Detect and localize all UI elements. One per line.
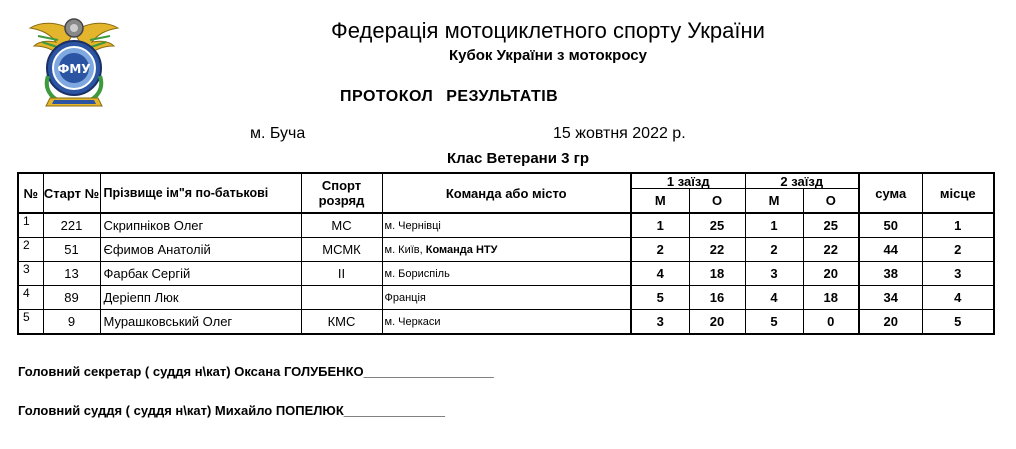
svg-text:ФМУ: ФМУ [57, 62, 91, 76]
race2-points: 18 [803, 286, 859, 310]
col-name-header: Прізвище ім"я по-батькові [100, 173, 301, 213]
rider-name: Єфимов Анатолій [100, 238, 301, 262]
team-city [382, 262, 631, 286]
table-row [18, 238, 994, 262]
protocol-title: ПРОТОКОЛ РЕЗУЛЬТАТІВ [340, 88, 559, 105]
total-points: 20 [859, 310, 922, 335]
team-city [382, 310, 631, 335]
class-title: Клас Ветерани 3 гр [446, 150, 590, 167]
race1-points: 22 [689, 238, 745, 262]
col-place-header: місце [922, 173, 994, 213]
team-city [382, 238, 631, 262]
race2-place: 1 [745, 213, 803, 238]
start-number: 89 [43, 286, 100, 310]
sport-rank: МСМК [301, 238, 382, 262]
start-number: 51 [43, 238, 100, 262]
race2-place: 3 [745, 262, 803, 286]
final-place: 5 [922, 310, 994, 335]
race1-points: 18 [689, 262, 745, 286]
race1-place: 1 [631, 213, 689, 238]
race2-points: 22 [803, 238, 859, 262]
col-rank-header: Спорт розряд [301, 173, 382, 213]
sport-rank [301, 286, 382, 310]
race2-points: 25 [803, 213, 859, 238]
federation-title: Федерація мотоциклетного спорту України [331, 18, 765, 43]
team-city [382, 286, 631, 310]
race2-header: 2 заїзд [745, 173, 859, 189]
final-place: 1 [922, 213, 994, 238]
table-row [18, 262, 994, 286]
final-place: 2 [922, 238, 994, 262]
table-row [18, 213, 994, 238]
race1-place: 5 [631, 286, 689, 310]
race1-place: 2 [631, 238, 689, 262]
race1-place: 3 [631, 310, 689, 335]
row-num: 5 [18, 310, 43, 335]
race2-place: 2 [745, 238, 803, 262]
race2-o-header: О [803, 189, 859, 214]
city-text: м. Черкаси [384, 315, 441, 328]
sport-rank: ІІ [301, 262, 382, 286]
col-start-header: Старт № [43, 173, 100, 213]
city-text: Франція [384, 291, 426, 304]
total-points: 44 [859, 238, 922, 262]
team-text: Команда НТУ [425, 243, 498, 256]
city-text: м. Бориспіль [384, 267, 450, 280]
rider-name: Мурашковський Олег [100, 310, 301, 335]
col-num-header: № [18, 173, 43, 213]
row-num: 3 [18, 262, 43, 286]
start-number: 13 [43, 262, 100, 286]
event-city: м. Буча [250, 125, 306, 142]
race2-place: 5 [745, 310, 803, 335]
race1-o-header: О [689, 189, 745, 214]
race1-header: 1 заїзд [631, 173, 745, 189]
race1-points: 20 [689, 310, 745, 335]
start-number: 221 [43, 213, 100, 238]
total-points: 50 [859, 213, 922, 238]
rider-name: Деріепп Люк [100, 286, 301, 310]
start-number: 9 [43, 310, 100, 335]
event-date: 15 жовтня 2022 р. [553, 125, 686, 142]
total-points: 34 [859, 286, 922, 310]
cup-title: Кубок України з мотокросу [449, 47, 647, 64]
row-num: 2 [18, 238, 43, 262]
race2-points: 20 [803, 262, 859, 286]
results-table [17, 172, 995, 335]
race2-points: 0 [803, 310, 859, 335]
sport-rank: КМС [301, 310, 382, 335]
table-row [18, 286, 994, 310]
final-place: 3 [922, 262, 994, 286]
final-place: 4 [922, 286, 994, 310]
header-row-top [18, 173, 994, 189]
rider-name: Фарбак Сергій [100, 262, 301, 286]
total-points: 38 [859, 262, 922, 286]
race2-place: 4 [745, 286, 803, 310]
rider-name: Скрипніков Олег [100, 213, 301, 238]
row-num: 1 [18, 213, 43, 238]
col-team-header: Команда або місто [382, 173, 631, 213]
chief-judge-signature-line: Головний суддя ( суддя н\кат) Михайло ПОПЕЛЮК______________ [18, 403, 445, 418]
race1-place: 4 [631, 262, 689, 286]
race2-m-header: М [745, 189, 803, 214]
table-row [18, 310, 994, 335]
team-city [382, 213, 631, 238]
race1-points: 25 [689, 213, 745, 238]
race1-points: 16 [689, 286, 745, 310]
sport-rank: МС [301, 213, 382, 238]
row-num: 4 [18, 286, 43, 310]
chief-secretary-signature-line: Головний секретар ( суддя н\кат) Оксана ГОЛУБЕНКО__________________ [18, 364, 494, 379]
col-sum-header: сума [859, 173, 922, 213]
race1-m-header: М [631, 189, 689, 214]
city-text: м. Чернівці [384, 219, 441, 232]
city-text: м. Київ, [384, 243, 423, 256]
